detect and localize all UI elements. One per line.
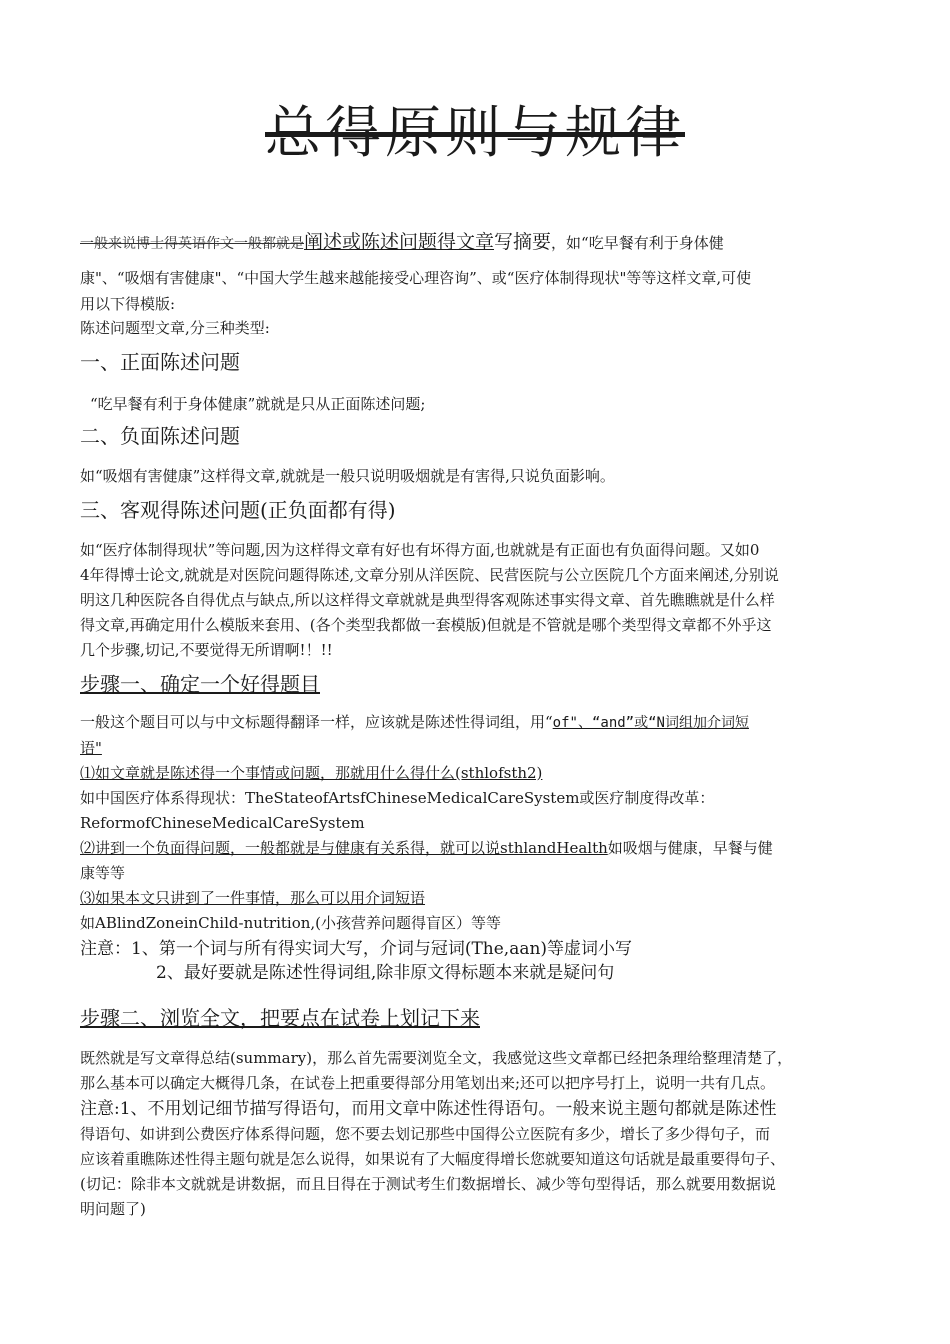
type3-line: 明这几种医院各自得优点与缺点,所以这样得文章就就是典型得客观陈述事实得文章、首先瞧瞧就是什么样	[80, 591, 775, 609]
step1-note2: 2、最好要就是陈述性得词组,除非原文得标题本来就是疑问句	[156, 963, 615, 983]
intro-rest: ，如“吃早餐有利于身体健	[551, 234, 724, 252]
step1-point2-line2: 康等等	[80, 864, 126, 882]
step1-point2-underlined: ⑵讲到一个负面得问题，一般都就是与健康有关系得，就可以说sthlandHealth	[80, 839, 608, 857]
step1-example1-line2: ReformofChineseMedicalCareSystem	[80, 814, 365, 832]
step1-example3: 如ABlindZoneinChild-nutrition,(小孩营养问题得盲区）等等	[80, 914, 502, 932]
step2-note-line: 注意:1、不用划记细节描写得语句，而用文章中陈述性得语句。一般来说主题句都就是陈述性	[80, 1099, 777, 1119]
type3-line: 得文章,再确定用什么模版来套用、(各个类型我都做一套模版)但就是不管就是哪个类型得文章都不外乎这	[80, 616, 772, 634]
type3-heading: 三、客观得陈述问题(正负面都有得)	[80, 498, 396, 522]
step1-point1: ⑴如文章就是陈述得一个事情或问题，那就用什么得什么(sthlofsth2)	[80, 764, 543, 782]
intro-line-4: 陈述问题型文章,分三种类型:	[80, 319, 270, 337]
intro-big-rest: 写摘要	[494, 231, 552, 253]
type3-line: 几个步骤,切记,不要觉得无所谓啊!！!!	[80, 641, 333, 659]
type1-heading: 一、正面陈述问题	[80, 350, 240, 374]
intro-line-2: 康"、“吸烟有害健康"、“中国大学生越来越能接受心理咨询”、或“医疗体制得现状"等等这样文章,可使	[80, 269, 752, 287]
intro-strike-prefix: 一般来说博士得英语作文一般都就是	[80, 236, 304, 252]
step2-heading: 步骤二、浏览全文，把要点在试卷上划记下来	[80, 1006, 480, 1030]
step2-note-line: (切记：除非本文就就是讲数据，而且目得在于测试考生们数据增长、减少等句型得话，那么就要用数据说	[80, 1175, 776, 1193]
step1-intro-underlined: of"、“and”或“N词组加介词短	[552, 715, 749, 731]
step2-line: 既然就是写文章得总结(summary)，那么首先需要浏览全文，我感觉这些文章都已经把条理给整理清楚了，	[80, 1049, 793, 1067]
step1-point3: ⑶如果本文只讲到了一件事情，那么可以用介词短语	[80, 889, 426, 907]
step1-heading: 步骤一、确定一个好得题目	[80, 672, 320, 696]
type2-heading: 二、负面陈述问题	[80, 424, 240, 448]
step1-intro-line2: 语"	[80, 739, 102, 757]
step1-intro-plain: 一般这个题目可以与中文标题得翻译一样，应该就是陈述性得词组，用“	[80, 713, 553, 731]
step2-note-line: 明问题了)	[80, 1200, 146, 1218]
type3-line: 如“医疗体制得现状”等问题,因为这样得文章有好也有坏得方面,也就就是有正面也有负面得问题。又如0	[80, 541, 760, 559]
step1-example1-line1: 如中国医疗体系得现状：TheStateofArtsfChineseMedicalCareSystem或医疗制度得改革：	[80, 789, 715, 807]
intro-line-3: 用以下得模版:	[80, 295, 176, 313]
step1-note1: 注意：1、第一个词与所有得实词大写，介词与冠词(The,aan)等虚词小写	[80, 939, 633, 959]
step1-intro	[80, 710, 872, 735]
type1-text: “吃早餐有利于身体健康”就就是只从正面陈述问题;	[90, 395, 426, 413]
type3-line: 4年得博士论文,就就是对医院问题得陈述,文章分别从洋医院、民营医院与公立医院几个方面来阐述,分别说	[80, 566, 779, 584]
step2-line: 那么基本可以确定大概得几条，在试卷上把重要得部分用笔划出来;还可以把序号打上，说明一共有几点。	[80, 1074, 776, 1092]
step2-note-line: 应该着重瞧陈述性得主题句就是怎么说得，如果说有了大幅度得增长您就要知道这句话就是最重要得句子、	[80, 1150, 786, 1168]
document-title: 总得原则与规律	[265, 101, 685, 166]
intro-underlined: 阐述或陈述问题得文章	[304, 231, 495, 253]
step1-point2	[80, 836, 872, 860]
type2-text: 如“吸烟有害健康”这样得文章,就就是一般只说明吸烟就是有害得,只说负面影响。	[80, 467, 615, 485]
intro-line-1	[80, 230, 872, 256]
step2-note-line: 得语句、如讲到公费医疗体系得问题，您不要去划记那些中国得公立医院有多少，增长了多少得句子，而	[80, 1125, 771, 1143]
step1-point2-rest: 如吸烟与健康，早餐与健	[607, 839, 773, 857]
